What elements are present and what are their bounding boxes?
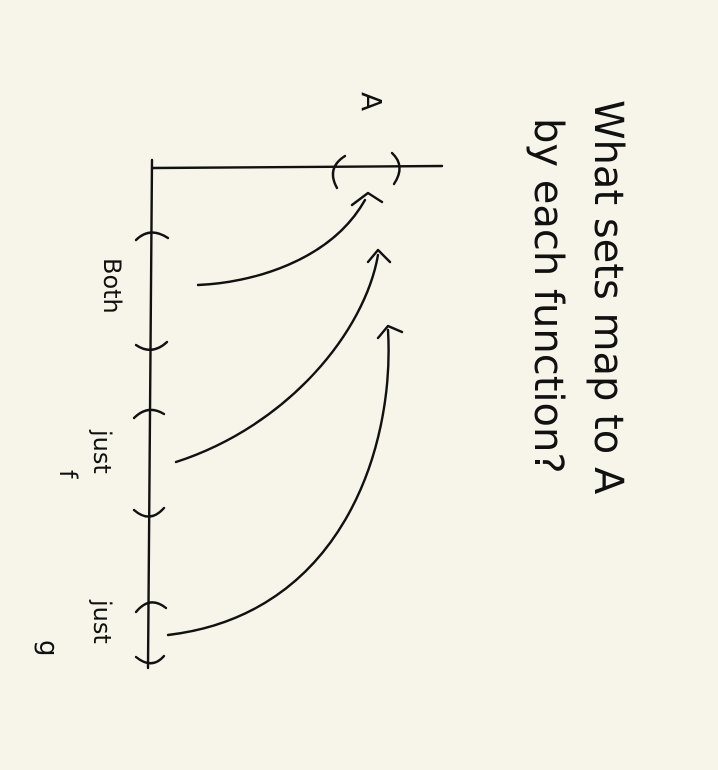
set-a-open-paren <box>333 156 345 188</box>
arrow-both-to-a-head <box>352 193 382 205</box>
domain-line <box>148 160 152 668</box>
arrow-just-g-to-a-head <box>378 326 402 338</box>
just-g-label-line-2: g <box>33 640 63 657</box>
question-line-1: What sets map to A <box>585 100 631 495</box>
arrow-just-g-to-a <box>168 330 389 635</box>
question-line-2: by each function? <box>525 118 571 474</box>
just-f-label-line-1: just <box>88 430 116 474</box>
arrow-both-to-a <box>198 200 365 285</box>
just-f-label-line-2: f <box>54 470 82 479</box>
set-a-label: A <box>355 92 388 112</box>
set-a-close-paren <box>392 153 400 184</box>
just-g-open-paren <box>136 602 166 612</box>
just-g-close-paren <box>136 656 164 663</box>
arrow-just-f-to-a <box>176 255 378 462</box>
just-g-label-line-1: just <box>88 600 116 644</box>
both-label: Both <box>98 258 126 314</box>
